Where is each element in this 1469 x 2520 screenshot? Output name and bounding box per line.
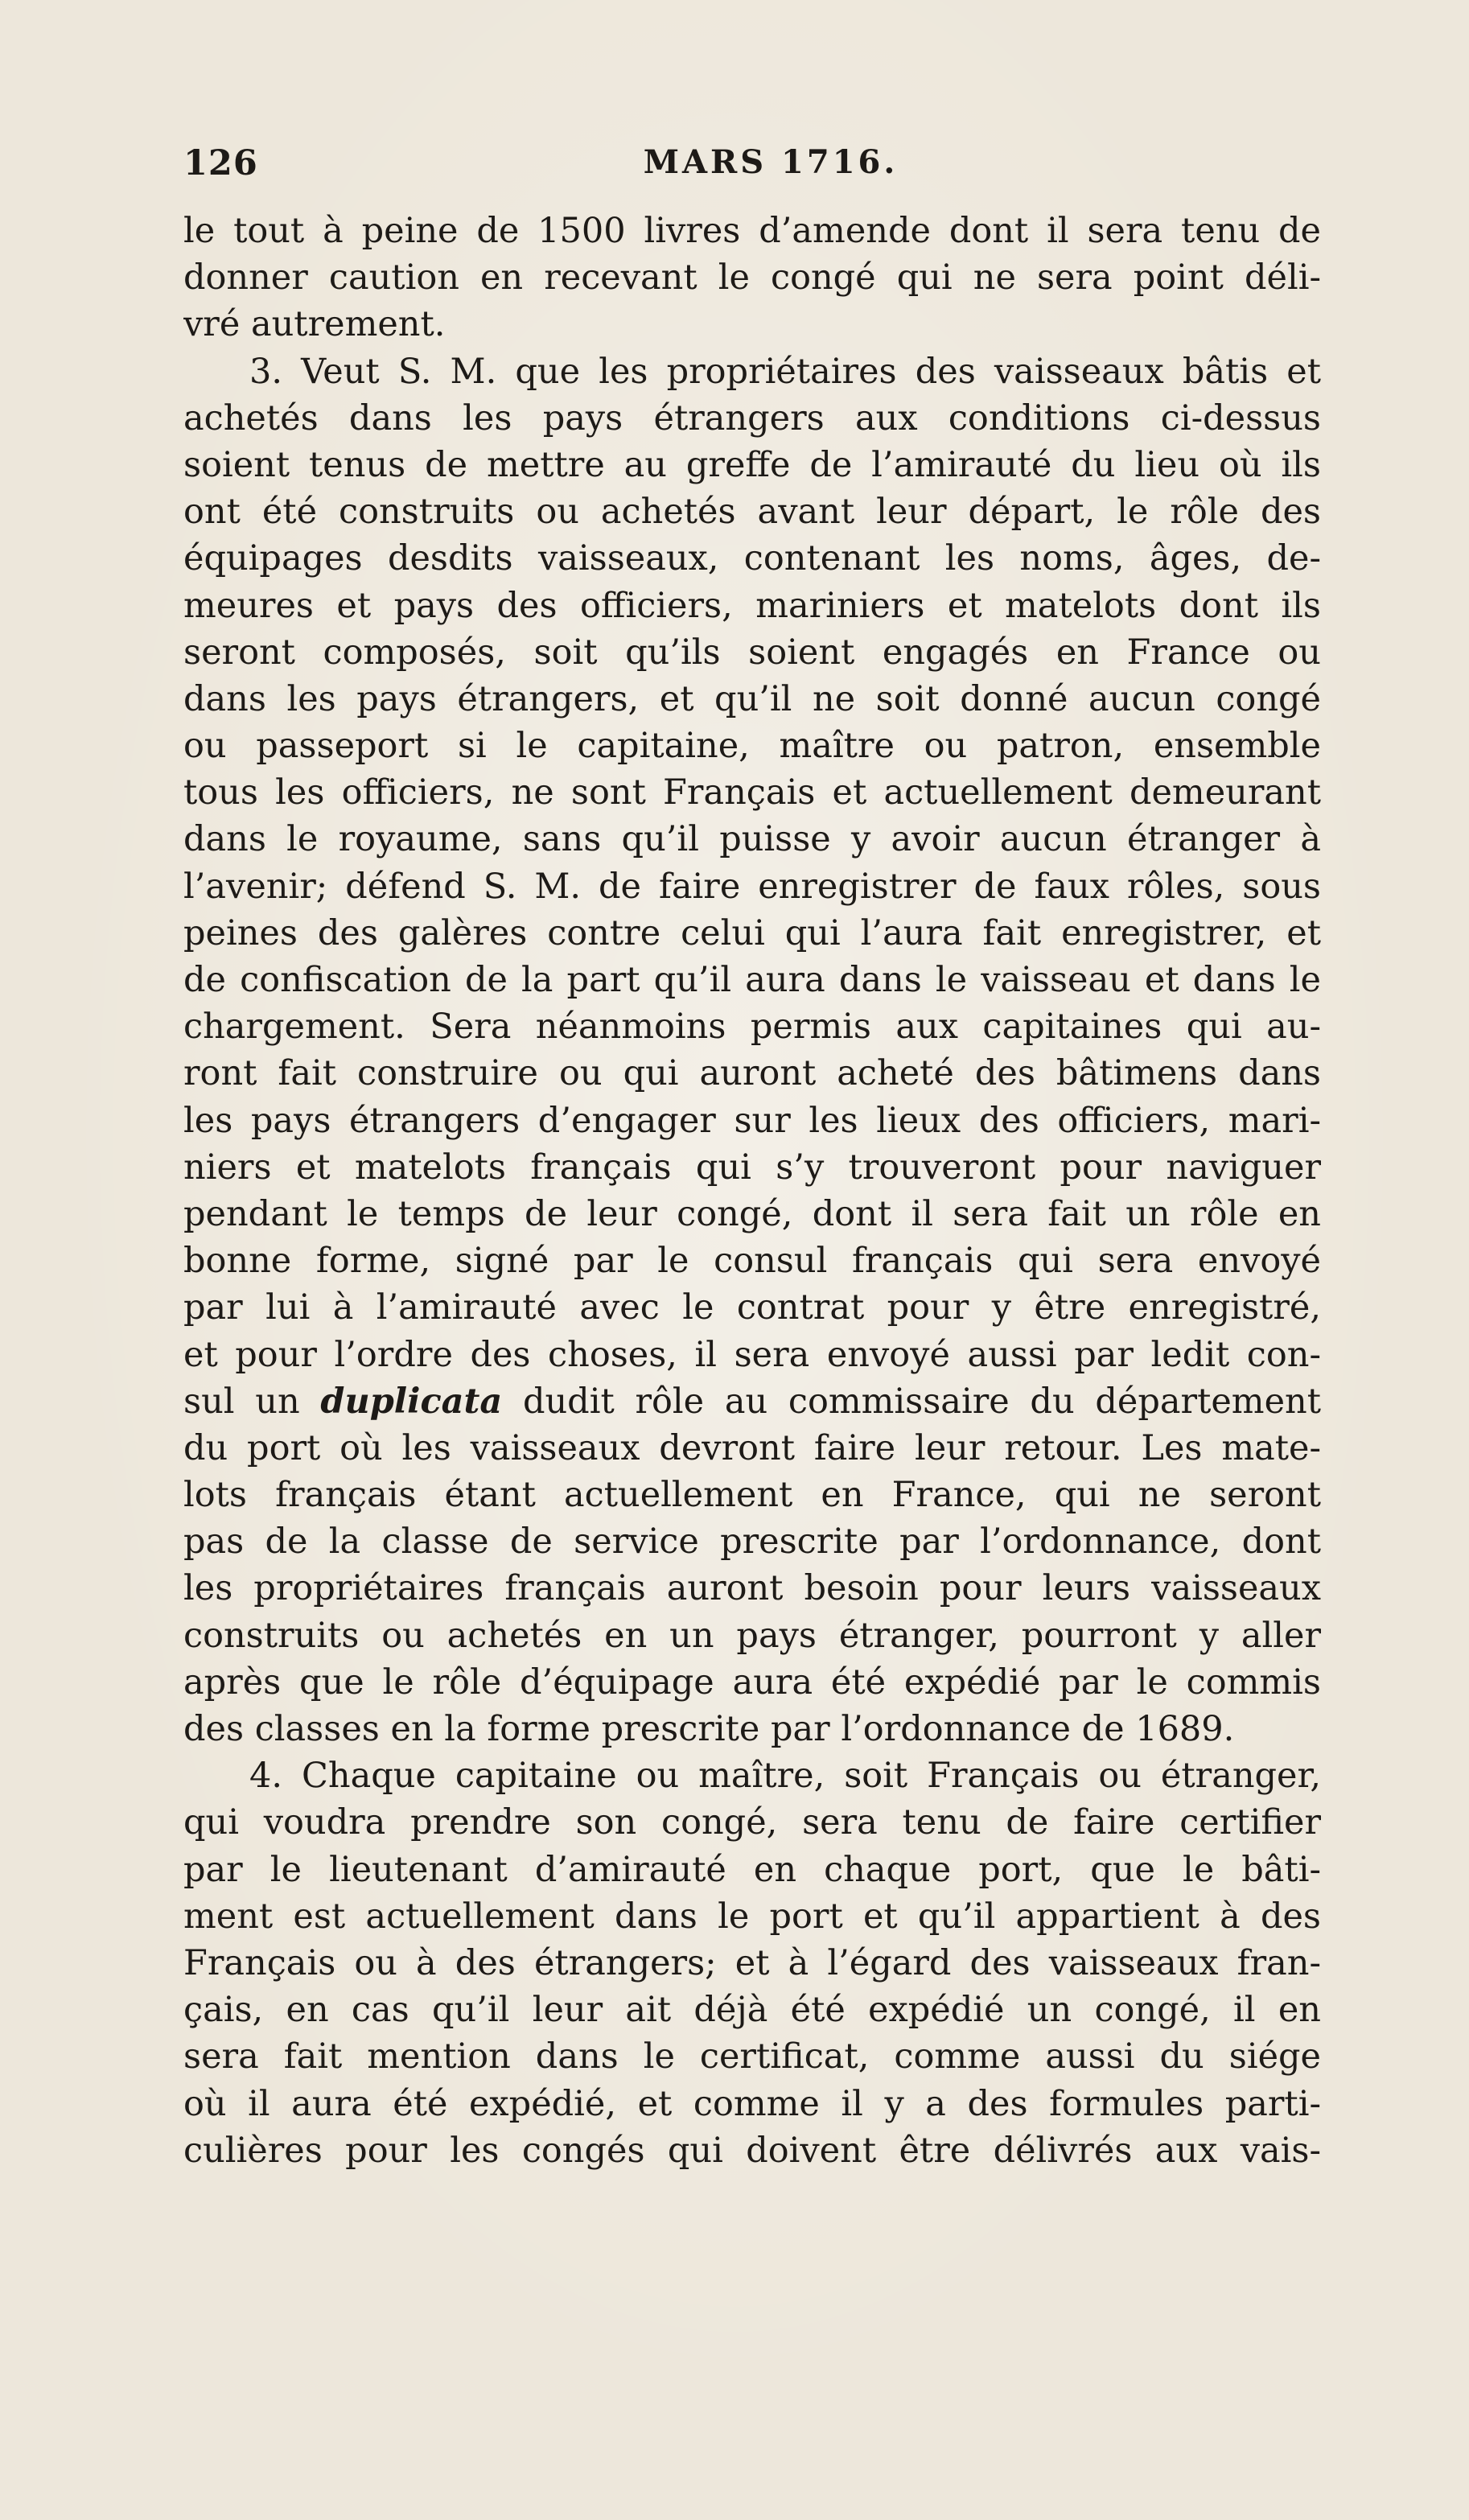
text-line: les pays étrangers d’engager sur les lieux des officiers, mari- (183, 1100, 1321, 1141)
text-line: çais, en cas qu’il leur ait déjà été expédié un congé, il en (183, 1990, 1321, 2031)
text-line: du port où les vaisseaux devront faire leur retour. Les mate- (183, 1427, 1321, 1468)
text-line: soient tenus de mettre au greffe de l’amirauté du lieu où ils (183, 444, 1321, 485)
article-4-start: 4. Chaque capitaine ou maître, soit Français ou étranger, (249, 1756, 1321, 1797)
text-line: après que le rôle d’équipage aura été expédié par le commis (183, 1661, 1321, 1703)
text-line-with-italic (183, 1378, 1321, 1425)
text-line: des classes en la forme prescrite par l’ordonnance de 1689. (183, 1709, 1235, 1749)
text-line: par lui à l’amirauté avec le contrat pour y être enregistré, (183, 1287, 1321, 1328)
text-line: où il aura été expédié, et comme il y a des formules parti- (183, 2083, 1321, 2124)
page-header (183, 143, 1294, 200)
text-line: tous les officiers, ne sont Français et actuellement demeurant (183, 772, 1321, 813)
text-line: culières pour les congés qui doivent être délivrés aux vais- (183, 2130, 1321, 2171)
page-number: 126 (183, 143, 258, 183)
text-line: l’avenir; défend S. M. de faire enregistrer de faux rôles, sous (183, 866, 1321, 907)
text-line: niers et matelots français qui s’y trouveront pour naviguer (183, 1147, 1321, 1188)
text-line: peines des galères contre celui qui l’aura fait enregistrer, et (183, 912, 1321, 953)
text-line: donner caution en recevant le congé qui ne sera point déli- (183, 257, 1321, 299)
text-line: pas de la classe de service prescrite par l’ordonnance, dont (183, 1521, 1321, 1563)
text-line: construits ou achetés en un pays étranger, pourront y aller (183, 1615, 1321, 1656)
text-line: et pour l’ordre des choses, il sera envoyé aussi par ledit con- (183, 1334, 1321, 1375)
text-line: Français ou à des étrangers; et à l’égard des vaisseaux fran- (183, 1942, 1321, 1983)
text-line: pendant le temps de leur congé, dont il sera fait un rôle en (183, 1193, 1321, 1234)
text-line: qui voudra prendre son congé, sera tenu de faire certifier (183, 1802, 1321, 1843)
text-line: bonne forme, signé par le consul français qui sera envoyé (183, 1241, 1321, 1282)
text-line: vré autrement. (183, 304, 446, 345)
text-line: ont été construits ou achetés avant leur départ, le rôle des (183, 492, 1321, 533)
text-line: ou passeport si le capitaine, maître ou patron, ensemble (183, 726, 1321, 767)
text-line: dans les pays étrangers, et qu’il ne soit donné aucun congé (183, 678, 1321, 719)
running-head: MARS 1716. (643, 143, 899, 181)
text-line: sera fait mention dans le certificat, comme aussi du siége (183, 2036, 1321, 2077)
text-line: ment est actuellement dans le port et qu’il appartient à des (183, 1896, 1321, 1937)
text-line: chargement. Sera néanmoins permis aux capitaines qui au- (183, 1007, 1321, 1048)
text-line: achetés dans les pays étrangers aux conditions ci-dessus (183, 397, 1321, 439)
article-3-start: 3. Veut S. M. que les propriétaires des vaisseaux bâtis et (249, 351, 1321, 392)
text-fragment: dudit rôle au commissaire du département (522, 1381, 1321, 1422)
text-line: équipages desdits vaisseaux, contenant les noms, âges, de- (183, 538, 1321, 579)
text-line: le tout à peine de 1500 livres d’amende dont il sera tenu de (183, 211, 1321, 251)
text-fragment: sul un (183, 1381, 300, 1422)
text-line: meures et pays des officiers, mariniers et matelots dont ils (183, 585, 1321, 626)
text-line: dans le royaume, sans qu’il puisse y avoir aucun étranger à (183, 819, 1321, 860)
italic-term: duplicata (320, 1381, 503, 1422)
text-line: de confiscation de la part qu’il aura dans le vaisseau et dans le (183, 960, 1321, 1000)
text-line: lots français étant actuellement en France, qui ne seront (183, 1475, 1321, 1516)
text-line: ront fait construire ou qui auront acheté des bâtimens dans (183, 1053, 1321, 1094)
text-line: les propriétaires français auront besoin pour leurs vaisseaux (183, 1568, 1321, 1609)
body-text (183, 208, 1321, 2174)
text-line: seront composés, soit qu’ils soient engagés en France ou (183, 632, 1321, 673)
text-line: par le lieutenant d’amirauté en chaque port, que le bâti- (183, 1849, 1321, 1890)
